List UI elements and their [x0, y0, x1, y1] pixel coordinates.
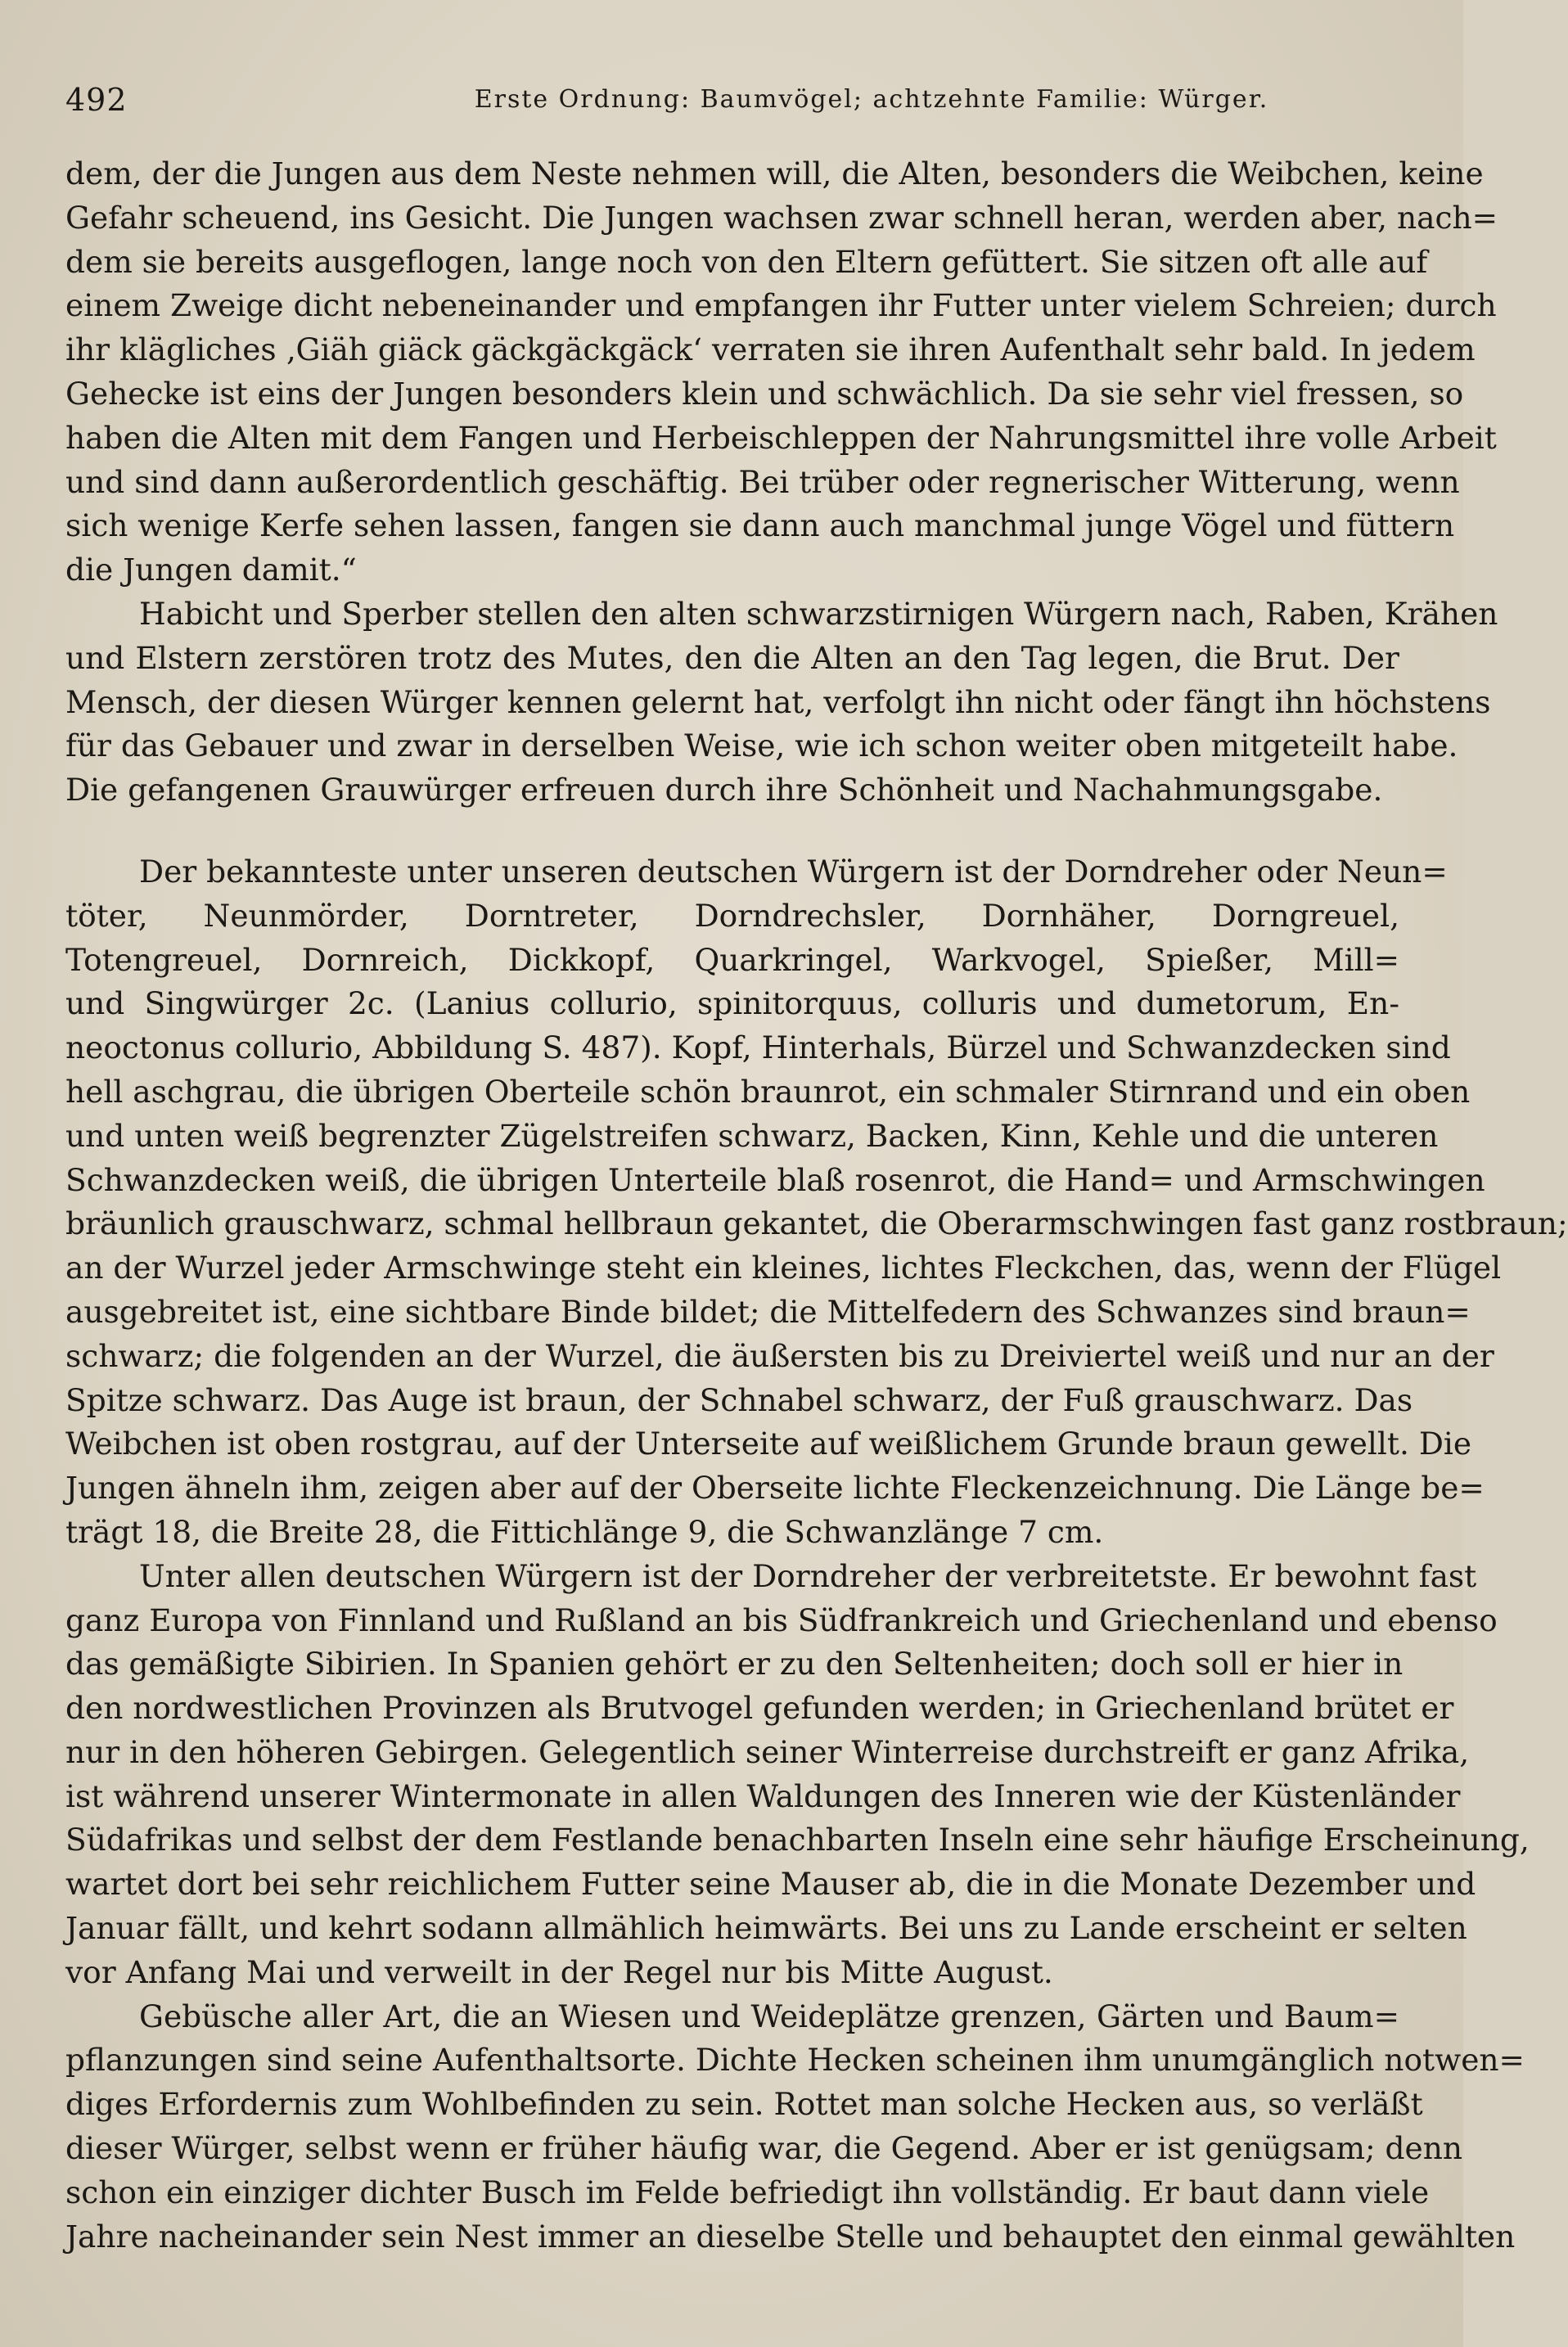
text-line: Weibchen ist oben rostgrau, auf der Unterseite auf weißlichem Grunde braun gewellt. Die [65, 1426, 1472, 1462]
text-line: schwarz; die folgenden an der Wurzel, die äußersten bis zu Dreiviertel weiß und nur an der [65, 1337, 1494, 1374]
text-line: Mensch, der diesen Würger kennen gelernt hat, verfolgt ihn nicht oder fängt ihn höchstens [65, 683, 1491, 720]
text-line: dem sie bereits ausgeflogen, lange noch von den Eltern gefüttert. Sie sitzen oft alle auf [65, 243, 1428, 280]
text-line: Jungen ähneln ihm, zeigen aber auf der Oberseite lichte Fleckenzeichnung. Die Länge be= [65, 1470, 1485, 1507]
text-line: hell aschgrau, die übrigen Oberteile schön braunrot, ein schmaler Stirnrand und ein oben [65, 1073, 1471, 1110]
text-line: Unter allen deutschen Würgern ist der Dorndreher der verbreitetste. Er bewohnt fast [139, 1557, 1477, 1594]
text-line: töter, Neunmörder, Dorntreter, Dorndrechsler, Dornhäher, Dorngreuel, [65, 897, 1399, 934]
text-line: und Singwürger 2c. (Lanius collurio, spinitorquus, colluris und dumetorum, En- [65, 985, 1399, 1022]
text-line: an der Wurzel jeder Armschwinge steht ein kleines, lichtes Fleckchen, das, wenn der Flügel [65, 1250, 1502, 1286]
text-line: den nordwestlichen Provinzen als Brutvogel gefunden werden; in Griechenland brütet er [65, 1690, 1454, 1727]
text-line: trägt 18, die Breite 28, die Fittichlänge 9, die Schwanzlänge 7 cm. [65, 1513, 1104, 1550]
text-line: Totengreuel, Dornreich, Dickkopf, Quarkringel, Warkvogel, Spießer, Mill= [65, 941, 1399, 978]
text-line: Der bekannteste unter unseren deutschen Würgern ist der Dorndreher oder Neun= [139, 853, 1448, 890]
text-line: das gemäßigte Sibirien. In Spanien gehört er zu den Seltenheiten; doch soll er hier in [65, 1646, 1404, 1683]
paragraph [65, 152, 1498, 592]
running-head [65, 82, 1399, 139]
text-line: ist während unserer Wintermonate in allen Waldungen des Inneren wie der Küstenländer [65, 1777, 1461, 1814]
paragraph [65, 592, 1498, 813]
text-line: Januar fällt, und kehrt sodann allmählich heimwärts. Bei uns zu Lande erscheint er selten [65, 1910, 1467, 1947]
text-line: ausgebreitet ist, eine sichtbare Binde bildet; die Mittelfedern des Schwanzes sind braun= [65, 1293, 1471, 1330]
text-line: Gefahr scheuend, ins Gesicht. Die Jungen wachsen zwar schnell heran, werden aber, nach= [65, 199, 1498, 236]
paragraph [65, 1995, 1525, 2259]
page-number: 492 [65, 82, 128, 118]
text-line: Gebüsche aller Art, die an Wiesen und Weideplätze grenzen, Gärten und Baum= [139, 1998, 1399, 2034]
text-line: haben die Alten mit dem Fangen und Herbeischleppen der Nahrungsmittel ihre volle Arbeit [65, 419, 1497, 456]
text-line: sich wenige Kerfe sehen lassen, fangen sie dann auch manchmal junge Vögel und füttern [65, 507, 1455, 544]
text-line: für das Gebauer und zwar in derselben Weise, wie ich schon weiter oben mitgeteilt habe. [65, 728, 1458, 764]
text-line: neoctonus collurio, Abbildung S. 487). Kopf, Hinterhals, Bürzel und Schwanzdecken sind [65, 1029, 1451, 1066]
text-line: schon ein einziger dichter Busch im Felde befriedigt ihn vollständig. Er baut dann viele [65, 2174, 1430, 2210]
text-line: Die gefangenen Grauwürger erfreuen durch ihre Schönheit und Nachahmungsgabe. [65, 772, 1383, 809]
text-line: diges Erfordernis zum Wohlbefinden zu sein. Rottet man solche Hecken aus, so verläßt [65, 2086, 1423, 2123]
text-line: dem, der die Jungen aus dem Neste nehmen will, die Alten, besonders die Weibchen, keine [65, 155, 1484, 191]
text-line: und Elstern zerstören trotz des Mutes, den die Alten an den Tag legen, die Brut. Der [65, 639, 1399, 676]
text-line: einem Zweige dicht nebeneinander und empfangen ihr Futter unter vielem Schreien; durch [65, 287, 1497, 324]
paragraph [65, 850, 1568, 1555]
text-line: und unten weiß begrenzter Zügelstreifen schwarz, Backen, Kinn, Kehle und die unteren [65, 1117, 1439, 1154]
text-line: und sind dann außerordentlich geschäftig. Bei trüber oder regnerischer Witterung, wenn [65, 463, 1460, 500]
text-line: die Jungen damit.“ [65, 552, 357, 588]
paragraph-gap [65, 813, 1399, 850]
text-line: bräunlich grauschwarz, schmal hellbraun gekantet, die Oberarmschwingen fast ganz rostbraun; [65, 1205, 1568, 1242]
text-line: pflanzungen sind seine Aufenthaltsorte. Dichte Hecken scheinen ihm unumgänglich notwen= [65, 2042, 1525, 2079]
text-line: Jahre nacheinander sein Nest immer an dieselbe Stelle und behauptet den einmal gewählten [65, 2218, 1516, 2255]
paragraph [65, 1555, 1530, 1995]
text-line: wartet dort bei sehr reichlichem Futter seine Mauser ab, die in die Monate Dezember und [65, 1866, 1476, 1903]
text-line: ihr klägliches ‚Giäh giäck gäckgäckgäck‘ verraten sie ihren Aufenthalt sehr bald. In jedem [65, 331, 1476, 368]
text-line: ganz Europa von Finnland und Rußland an bis Südfrankreich und Griechenland und ebenso [65, 1601, 1498, 1638]
text-line: Habicht und Sperber stellen den alten schwarzstirnigen Würgern nach, Raben, Krähen [139, 595, 1498, 632]
text-line: Spitze schwarz. Das Auge ist braun, der Schnabel schwarz, der Fuß grauschwarz. Das [65, 1381, 1413, 1418]
text-line: vor Anfang Mai und verweilt in der Regel nur bis Mitte August. [65, 1953, 1053, 1990]
body-text [65, 152, 1568, 2259]
text-line: nur in den höheren Gebirgen. Gelegentlich seiner Winterreise durchstreift er ganz Afrika, [65, 1733, 1470, 1770]
text-line: Gehecke ist eins der Jungen besonders klein und schwächlich. Da sie sehr viel fressen, so [65, 375, 1464, 412]
text-line: Schwanzdecken weiß, die übrigen Unterteile blaß rosenrot, die Hand= und Armschwingen [65, 1161, 1485, 1198]
running-title: Erste Ordnung: Baumvögel; achtzehnte Familie: Würger. [474, 85, 1269, 114]
text-line: dieser Würger, selbst wenn er früher häufig war, die Gegend. Aber er ist genügsam; denn [65, 2130, 1463, 2167]
text-line: Südafrikas und selbst der dem Festlande benachbarten Inseln eine sehr häufige Erscheinung, [65, 1822, 1530, 1858]
